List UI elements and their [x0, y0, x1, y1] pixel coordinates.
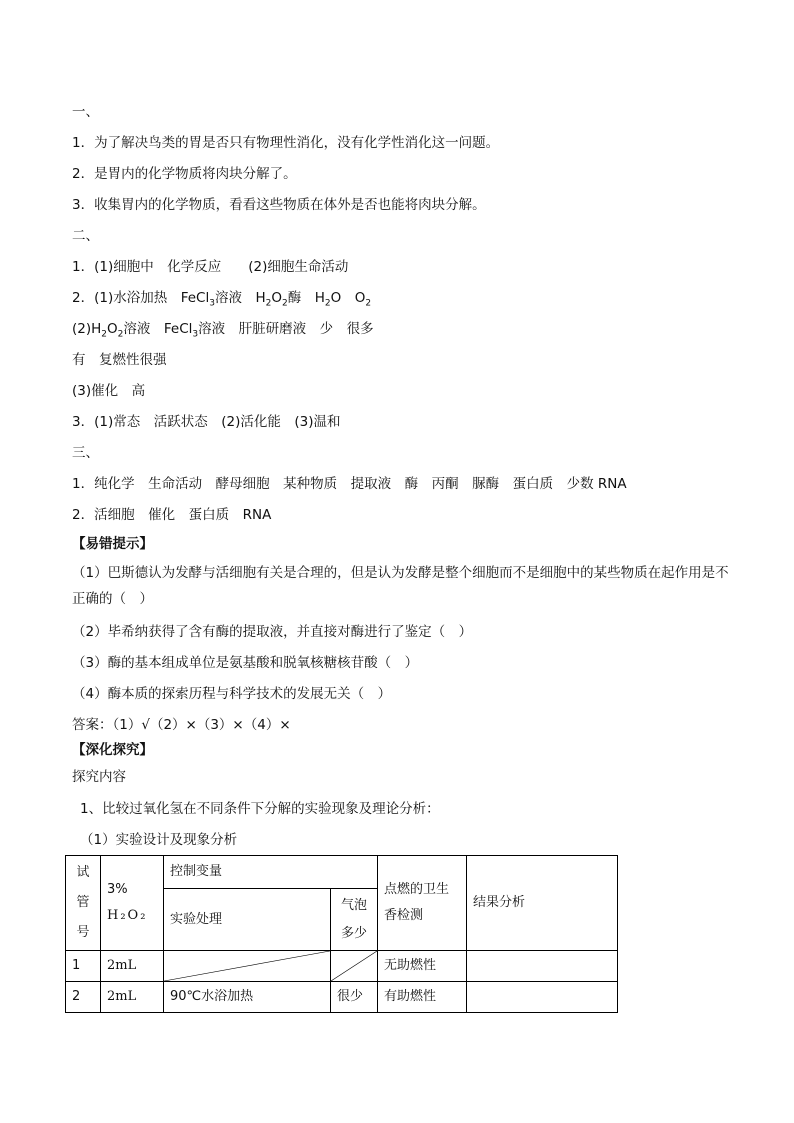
section-2-line-5: (3)催化 高 — [72, 383, 146, 399]
tip-item-1: （1）巴斯德认为发酵与活细胞有关是合理的，但是认为发酵是整个细胞而不是细胞中的某些物质在起作用是不正确的（ ） — [72, 565, 729, 607]
section-2-line-4: 有 复燃性很强 — [72, 352, 167, 368]
header-treatment: 实验处理 — [164, 889, 331, 951]
explore-item-1: 1、比较过氧化氢在不同条件下分解的实验现象及理论分析： — [80, 801, 440, 817]
section-3-line-2: 2．活细胞 催化 蛋白质 RNA — [72, 507, 272, 523]
cell-treatment-empty — [164, 951, 331, 982]
explore-item-1-sub: （1）实验设计及现象分析 — [80, 832, 238, 848]
header-result-analysis: 结果分析 — [467, 856, 618, 951]
header-tube-number: 试 管 号 — [66, 856, 101, 951]
section-2-line-2: 2．(1)水浴加热 FeCl$_3$溶液 $H_2O_2$酶 $H_2O$ $O_2$ — [72, 290, 372, 309]
section-2-line-3: $(2)H_2O_2$溶液 FeCl$_3$溶液 肝脏研磨液 少 很多 — [72, 321, 374, 340]
section-3-line-1: 1．纯化学 生命活动 酵母细胞 某种物质 提取液 酶 丙酮 脲酶 蛋白质 少数 RNA — [72, 476, 627, 492]
cell-result — [467, 982, 618, 1013]
cell-volume: 2mL — [101, 951, 164, 982]
section-3-heading: 三、 — [72, 445, 99, 461]
header-h2o2: 3% H₂O₂ — [101, 856, 164, 951]
explore-heading: 【深化探究】 — [72, 742, 153, 758]
cell-treatment: 90℃水浴加热 — [164, 982, 331, 1013]
section-2-line-6: 3．(1)常态 活跃状态 (2)活化能 (3)温和 — [72, 414, 341, 430]
tip-item-4: （4）酶本质的探索历程与科学技术的发展无关（ ） — [72, 686, 392, 702]
header-control-variable: 控制变量 — [164, 856, 378, 889]
section-1-item-3: 3．收集胃内的化学物质，看看这些物质在体外是否也能将肉块分解。 — [72, 197, 486, 213]
tips-answer: 答案：（1）√（2）×（3）×（4）× — [72, 717, 291, 733]
cell-bubbles: 很少 — [331, 982, 378, 1013]
tip-item-3: （3）酶的基本组成单位是氨基酸和脱氧核糖核苷酸（ ） — [72, 655, 419, 671]
header-bubbles: 气泡 多少 — [331, 889, 378, 951]
table-row — [66, 951, 618, 982]
diagonal-line — [331, 951, 377, 981]
header-incense-test: 点燃的卫生 香检测 — [378, 856, 467, 951]
diagonal-line — [164, 951, 330, 981]
section-1-item-2: 2．是胃内的化学物质将肉块分解了。 — [72, 166, 297, 182]
cell-result — [467, 951, 618, 982]
explore-content-title: 探究内容 — [72, 769, 126, 785]
tips-heading: 【易错提示】 — [72, 536, 153, 552]
section-1-heading: 一、 — [72, 104, 99, 120]
cell-incense: 有助燃性 — [378, 982, 467, 1013]
cell-tube: 2 — [66, 982, 101, 1013]
section-2-line-1: 1．(1)细胞中 化学反应 (2)细胞生命活动 — [72, 259, 349, 275]
tip-item-2: （2）毕希纳获得了含有酶的提取液，并直接对酶进行了鉴定（ ） — [72, 624, 473, 640]
section-2-heading: 二、 — [72, 228, 99, 244]
table-row — [66, 982, 618, 1013]
section-1-item-1: 1．为了解决鸟类的胃是否只有物理性消化，没有化学性消化这一问题。 — [72, 135, 500, 151]
cell-volume: 2mL — [101, 982, 164, 1013]
cell-incense: 无助燃性 — [378, 951, 467, 982]
experiment-table — [65, 855, 618, 1013]
cell-tube: 1 — [66, 951, 101, 982]
cell-bubbles-empty — [331, 951, 378, 982]
